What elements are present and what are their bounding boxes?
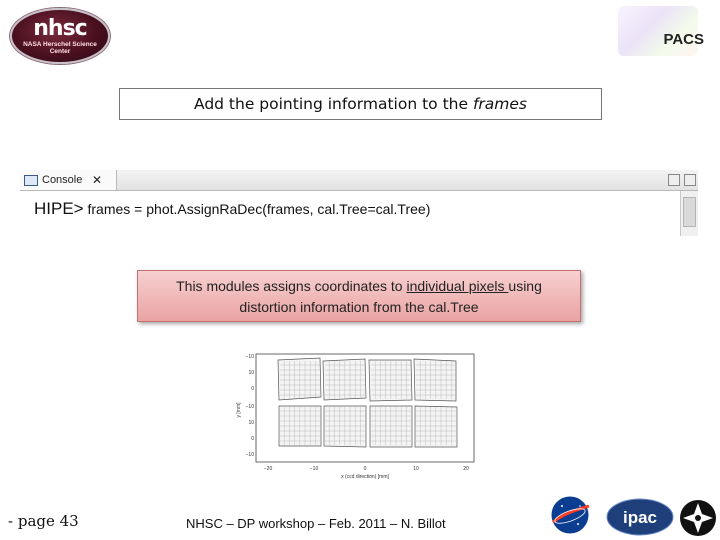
y-tick-label: −10 xyxy=(245,354,254,360)
note-line2: distortion information from the cal.Tree xyxy=(239,299,479,315)
y-tick-label: 10 xyxy=(248,370,254,376)
tab-console[interactable] xyxy=(20,170,117,190)
console-prompt: HIPE> xyxy=(34,199,84,218)
x-tick-label: −10 xyxy=(309,466,319,472)
console-scrollbar[interactable] xyxy=(680,191,698,236)
x-tick-label: 10 xyxy=(413,466,419,472)
console-tab-label: Console xyxy=(42,174,83,186)
y-axis-label: y [mm] xyxy=(236,402,242,418)
slide-title xyxy=(119,88,602,120)
x-axis-label: x (ccd direction) [mm] xyxy=(341,474,389,480)
console-tab-bar xyxy=(20,170,698,191)
x-tick-label: −20 xyxy=(263,466,273,472)
console-command: frames = phot.AssignRaDec(frames, cal.Tree=cal.Tree) xyxy=(83,201,431,217)
nhsc-logo-text: nhsc xyxy=(33,16,87,41)
minimize-button[interactable] xyxy=(668,174,680,186)
scrollbar-thumb[interactable] xyxy=(683,197,696,227)
ipac-logo-label: ipac xyxy=(622,508,658,527)
distortion-plot xyxy=(230,350,480,480)
ipac-logo xyxy=(606,498,674,536)
console-panel xyxy=(20,170,698,236)
y-tick-label: 10 xyxy=(248,420,254,426)
x-tick-label: 20 xyxy=(463,466,469,472)
console-output[interactable] xyxy=(20,191,680,236)
console-icon xyxy=(24,175,38,186)
matrix-1 xyxy=(278,358,321,400)
pacs-logo-label: PACS xyxy=(663,31,704,48)
note-callout xyxy=(137,270,581,322)
nhsc-logo-subtitle: NASA Herschel Science Center xyxy=(23,41,97,55)
maximize-button[interactable] xyxy=(684,174,696,186)
y-tick-label: −10 xyxy=(245,404,254,410)
page-number: - page 43 xyxy=(8,512,79,530)
note-line1-underlined: individual pixels xyxy=(406,278,509,294)
y-tick-label: 0 xyxy=(251,386,254,392)
y-tick-label: −10 xyxy=(245,452,254,458)
x-tick-label: 0 xyxy=(363,466,367,472)
close-icon[interactable]: ✕ xyxy=(92,173,103,187)
pacs-logo xyxy=(608,6,712,60)
footer-text: NHSC – DP workshop – Feb. 2011 – N. Billot xyxy=(186,516,446,531)
slide-title-emphasis: frames xyxy=(472,95,527,113)
y-tick-label: 0 xyxy=(251,436,254,442)
nhsc-logo xyxy=(10,8,110,64)
slide-title-text: Add the pointing information to the xyxy=(193,95,473,113)
note-line1-b: using xyxy=(508,278,542,294)
nasa-logo xyxy=(548,494,592,536)
note-line1-a: This modules assigns coordinates to xyxy=(176,278,407,294)
caltech-logo xyxy=(678,498,718,538)
